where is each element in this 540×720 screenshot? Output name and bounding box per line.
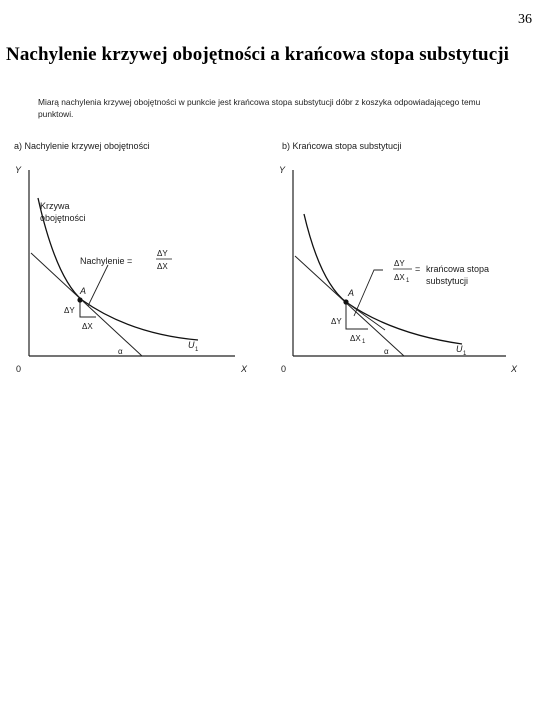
- panel-b-rate-den-sub: 1: [406, 278, 410, 284]
- page-title: Nachylenie krzywej obojętności a krańcowa stopa substytucji: [6, 44, 510, 65]
- panel-a-curve-label-2: obojętności: [40, 213, 86, 223]
- panel-b-rate-text-2: substytucji: [426, 276, 469, 286]
- panel-b-curve-name: U: [456, 344, 463, 354]
- panel-a-angle: α: [118, 347, 123, 356]
- panel-b-rate-num: ΔY: [394, 259, 405, 268]
- panel-b-rate-eq: =: [415, 264, 421, 274]
- panel-a-slope-den: ΔX: [157, 262, 168, 271]
- panel-b-delta-x: ΔX: [350, 334, 361, 343]
- panel-a-slope-label: Nachylenie =: [80, 256, 133, 266]
- panel-b-origin: 0: [281, 364, 287, 374]
- panel-a-slope-num: ΔY: [157, 249, 168, 258]
- panel-b-delta-y: ΔY: [331, 317, 342, 326]
- panel-b-curve-sub: 1: [463, 351, 467, 357]
- panel-a-y-label: Y: [15, 165, 22, 175]
- panel-a-curve-label-1: Krzywa: [40, 201, 70, 211]
- panel-a-curve-sub: 1: [195, 347, 199, 353]
- panel-b-caption: b) Krańcowa stopa substytucji: [282, 141, 402, 151]
- intro-text: Miarą nachylenia krzywej obojętności w punkcie jest krańcowa stopa substytucji dóbr z koszyka odpowiadającego temu punktowi.: [38, 97, 481, 119]
- panel-a-curve-name: U: [188, 340, 195, 350]
- panel-b-chord-line: [346, 302, 385, 330]
- panel-b-point-a: [343, 299, 348, 304]
- panel-a-pointer-line: [88, 265, 108, 306]
- panel-b-x-label: X: [511, 364, 518, 374]
- panel-b-delta-x-sub: 1: [362, 339, 366, 345]
- panel-b-point-label: A: [348, 288, 355, 298]
- panel-b-angle: α: [384, 347, 389, 356]
- panel-a-delta-triangle: [80, 300, 96, 317]
- panel-a-origin: 0: [16, 364, 22, 374]
- panel-a-point-a: [77, 297, 82, 302]
- panel-a-x-label: X: [241, 364, 248, 374]
- panel-b-y-label: Y: [279, 165, 286, 175]
- panel-a-delta-y: ΔY: [64, 306, 75, 315]
- panel-b-pointer-line: [354, 270, 383, 316]
- panel-b-rate-den: ΔX: [394, 273, 405, 282]
- panel-a-tangent-line: [31, 253, 142, 356]
- page-number: 36: [518, 12, 532, 27]
- panel-a-point-label: A: [80, 286, 87, 296]
- panel-b-rate-text-1: krańcowa stopa: [426, 264, 490, 274]
- panel-a-delta-x: ΔX: [82, 322, 93, 331]
- panel-a-caption: a) Nachylenie krzywej obojętności: [14, 141, 150, 151]
